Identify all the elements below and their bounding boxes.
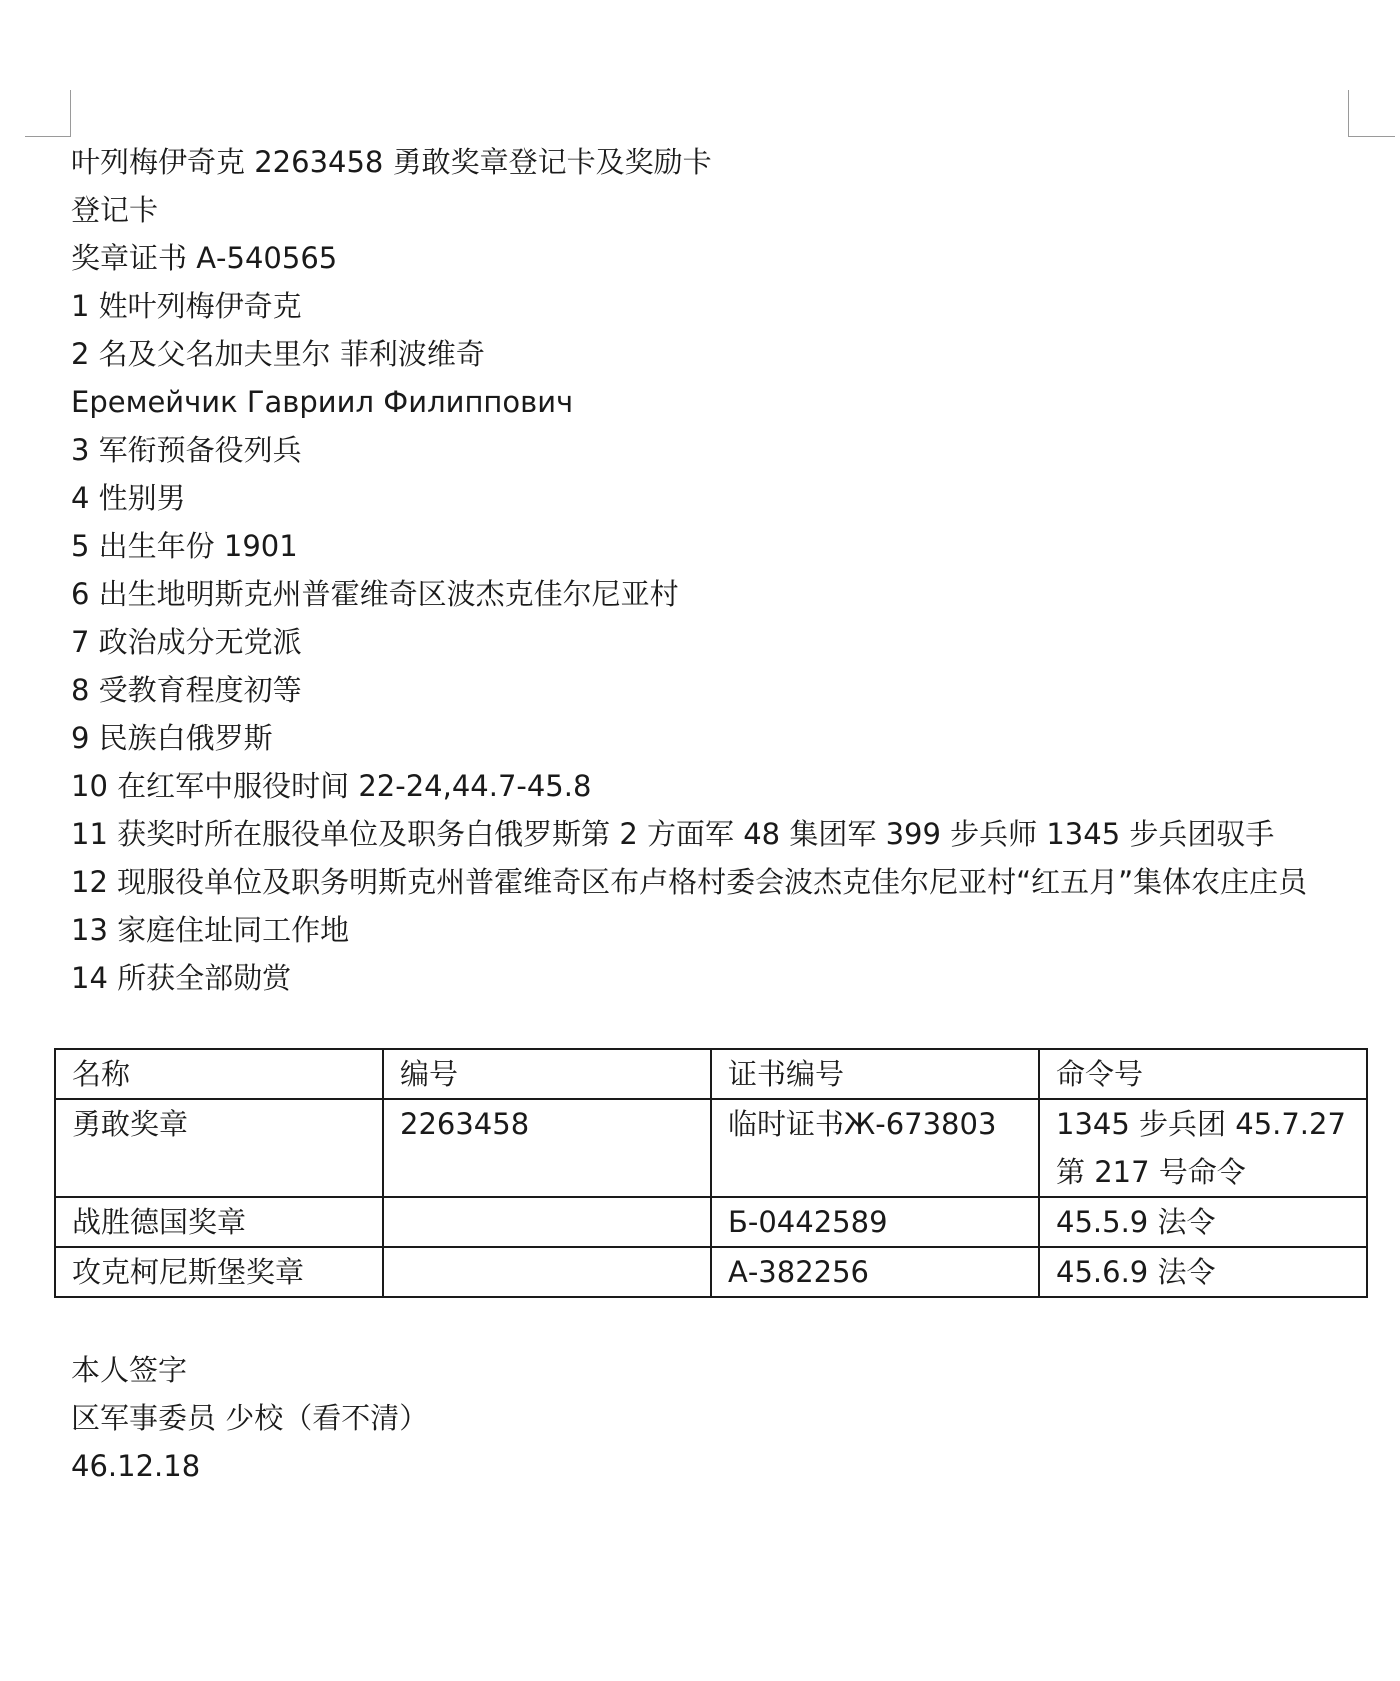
document-body [71,138,1351,1002]
field-unit-at-award: 11 获奖时所在服役单位及职务白俄罗斯第 2 方面军 48 集团军 399 步兵师 1345 步兵团驭手 [71,817,1275,851]
table-row [55,1247,1367,1297]
field-birth-year: 5 出生年份 1901 [71,529,298,563]
table-header-row [55,1049,1367,1099]
field-nationality: 9 民族白俄罗斯 [71,721,273,755]
field-service-period: 10 在红军中服役时间 22-24,44.7-45.8 [71,769,592,803]
signature-label: 本人签字 [71,1353,188,1387]
field-all-awards: 14 所获全部勋赏 [71,961,292,995]
page-corner-mark-top-right [1348,90,1395,137]
field-party: 7 政治成分无党派 [71,625,302,659]
field-name-russian: Еремейчик Гавриил Филиппович [71,385,574,419]
page-corner-mark-top-left [25,90,71,137]
field-home-address: 13 家庭住址同工作地 [71,913,350,947]
table-cell: 战胜德国奖章 [55,1197,383,1247]
table-header-cell: 编号 [383,1049,711,1099]
table-cell [383,1197,711,1247]
document-title: 叶列梅伊奇克 2263458 勇敢奖章登记卡及奖励卡 [71,145,712,179]
field-name-patronymic: 2 名及父名加夫里尔 菲利波维奇 [71,337,485,371]
table-row [55,1197,1367,1247]
table-cell: 45.6.9 法令 [1039,1247,1367,1297]
table-cell: 攻克柯尼斯堡奖章 [55,1247,383,1297]
signature-block [71,1346,428,1490]
table-cell: А-382256 [711,1247,1039,1297]
field-gender: 4 性别男 [71,481,186,515]
field-rank: 3 军衔预备役列兵 [71,433,302,467]
field-birthplace: 6 出生地明斯克州普霍维奇区波杰克佳尔尼亚村 [71,577,679,611]
table-cell: 45.5.9 法令 [1039,1197,1367,1247]
table-cell: 临时证书Ж-673803 [711,1099,1039,1197]
table-cell: Б-0442589 [711,1197,1039,1247]
table-header-cell: 名称 [55,1049,383,1099]
table-cell [383,1247,711,1297]
table-cell: 勇敢奖章 [55,1099,383,1197]
table-header-cell: 证书编号 [711,1049,1039,1099]
table-header-cell: 命令号 [1039,1049,1367,1099]
field-education: 8 受教育程度初等 [71,673,302,707]
field-surname: 1 姓叶列梅伊奇克 [71,289,302,323]
section-heading-registration-card: 登记卡 [71,193,159,227]
document-date: 46.12.18 [71,1449,201,1483]
table-row [55,1099,1367,1197]
commissar-line: 区军事委员 少校（看不清） [71,1401,429,1435]
field-current-unit: 12 现服役单位及职务明斯克州普霍维奇区布卢格村委会波杰克佳尔尼亚村“红五月”集体农庄庄员 [71,865,1308,899]
table-cell: 2263458 [383,1099,711,1197]
table-cell: 1345 步兵团 45.7.27 第 217 号命令 [1039,1099,1367,1197]
medal-certificate-number: 奖章证书 А-540565 [71,241,338,275]
awards-table [54,1048,1368,1298]
